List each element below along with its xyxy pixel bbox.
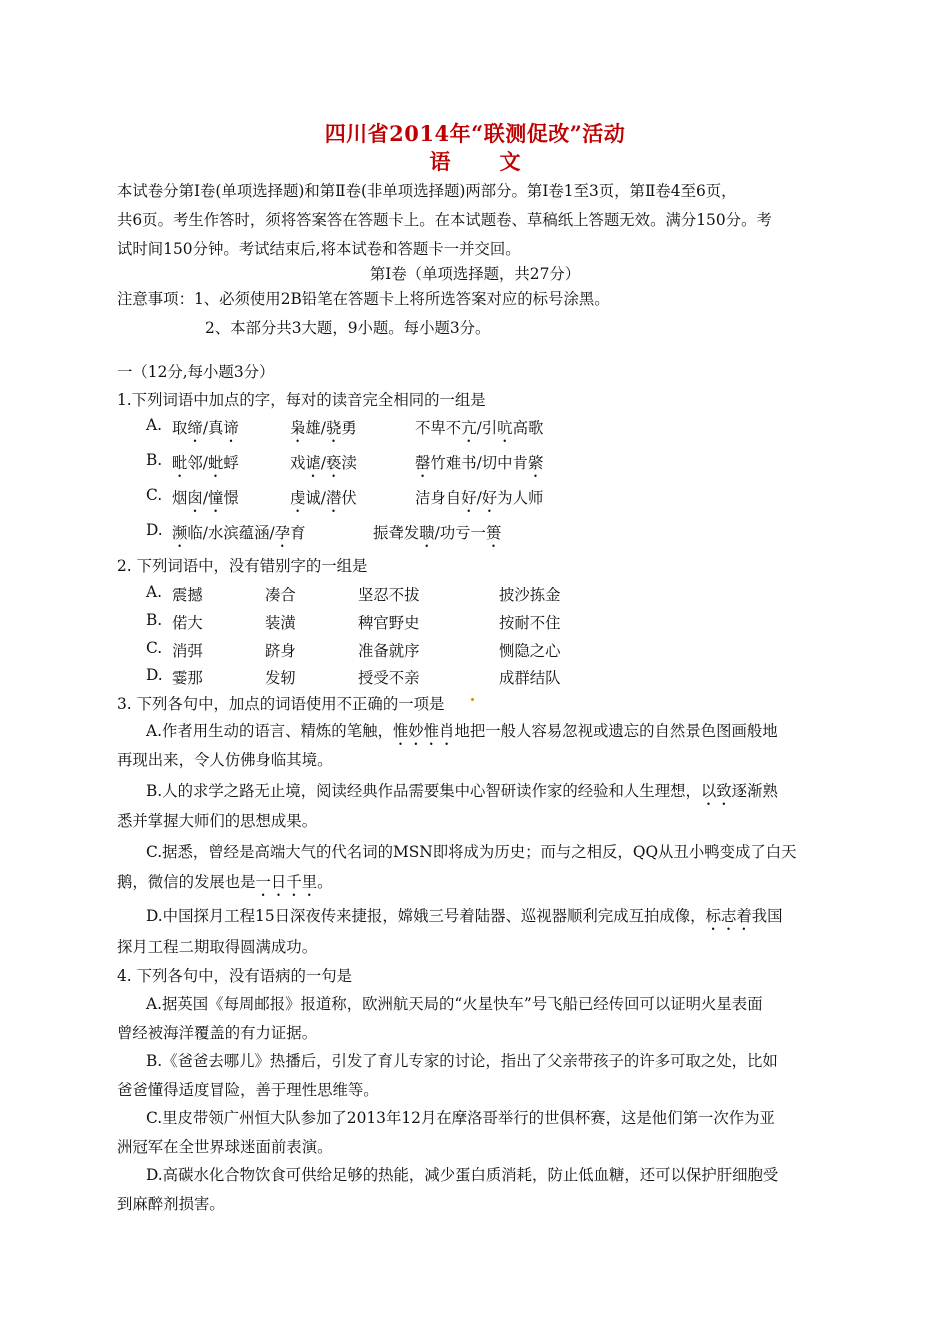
dotted-char: 缔 (187, 419, 203, 437)
dotted-phrase: 一日千里 (255, 873, 318, 891)
text: /真 (202, 419, 224, 437)
text: D.中国探月工程15日深夜传来捷报，嫦娥三号着陆器、巡视器顺利完成互拍成像， (146, 907, 706, 925)
text: 地把一般人容易忽视或遗忘的自然景色图画般地 (454, 722, 778, 740)
text: 竹难书/切中肯 (430, 454, 528, 472)
text: 鹅，微信的发展也是 (117, 873, 256, 891)
dotted-char: 好 (481, 489, 498, 507)
dotted-char: 虔 (290, 489, 306, 507)
q1-option-c-pair1 (172, 486, 239, 516)
q4-option-c-line1: C.里皮带领广州恒大队参加了2013年12月在摩洛哥举行的世俱杯赛，这是他们第一次作为亚 (146, 1109, 775, 1127)
q4-stem: 4. 下列各句中，没有语病的一句是 (117, 967, 353, 985)
text: 取 (172, 419, 188, 437)
q3-option-c-line1: C.据悉，曾经是高端大气的代名词的MSN即将成为历史；而与之相反，QQ从丑小鸭变成了白天 (146, 843, 797, 861)
q2-word: 发轫 (265, 669, 296, 687)
text: 逐渐熟 (731, 782, 778, 800)
dotted-char: 憧 (208, 489, 224, 507)
q4-option-a-line1: A.据英国《每周邮报》报道称，欧洲航天局的“火星快车”号飞船已经传回可以证明火星表面 (146, 995, 763, 1013)
dotted-phrase: 以致 (700, 782, 732, 800)
text: 烟 (172, 489, 188, 507)
q1-option-a-pair2 (290, 416, 357, 446)
text: 洁身自 (415, 489, 462, 507)
dotted-char: 吭 (497, 419, 513, 437)
q1-option-d-pair1 (172, 521, 306, 551)
q2-word: 霎那 (172, 669, 203, 687)
intro-line-1: 本试卷分第Ⅰ卷(单项选择题)和第Ⅱ卷(非单项选择题)两部分。第Ⅰ卷1至3页，第Ⅱ卷4至6页， (117, 182, 737, 200)
q4-option-b-line1: B.《爸爸去哪儿》热播后，引发了育儿专家的讨论，指出了父亲带孩子的许多可取之处，比如 (146, 1052, 778, 1070)
q2-word: 凑合 (265, 586, 296, 604)
text: 蜉 (223, 454, 239, 472)
q2-option-label: C. (146, 639, 163, 657)
text: B.人的求学之路无止境，阅读经典作品需要集中心智研读作家的经验和人生理想， (146, 782, 701, 800)
dotted-phrase: 标志着 (705, 907, 752, 925)
q2-word: 授受不亲 (358, 669, 420, 687)
notes-line-1: 注意事项：1、必须使用2B铅笔在答题卡上将所选答案对应的标号涂黑。 (117, 290, 610, 308)
q2-word: 成群结队 (499, 669, 561, 687)
text: 高歌 (512, 419, 544, 437)
q2-option-label: A. (146, 583, 163, 601)
q4-option-d-line2: 到麻醉剂损害。 (117, 1195, 225, 1213)
text: / (202, 489, 208, 507)
stray-dot-mark (471, 698, 474, 701)
subject-title: 语 文 (429, 149, 535, 174)
q1-option-b-pair3 (415, 451, 543, 481)
q1-option-a-pair1 (172, 416, 239, 446)
q3-option-c-line2 (117, 872, 333, 900)
text: 。 (317, 873, 333, 891)
q4-option-b-line2: 爸爸懂得适度冒险，善于理性思维等。 (117, 1081, 379, 1099)
text: /功亏一 (434, 524, 486, 542)
q2-option-label: D. (146, 666, 163, 684)
text: /引 (476, 419, 498, 437)
text: 为人师 (497, 489, 544, 507)
text: 雄/ (305, 419, 326, 437)
q2-word: 稗官野史 (358, 614, 420, 632)
q2-word: 恻隐之心 (499, 642, 561, 660)
q1-option-c-pair3 (415, 486, 543, 516)
intro-line-2: 共6页。考生作答时，须将答案答在答题卡上。在本试题卷、草稿纸上答题无效。满分150分。考 (117, 211, 772, 229)
part-heading: 一（12分,每小题3分） (117, 363, 275, 381)
q2-option-label: B. (146, 611, 163, 629)
dotted-char: 毗 (172, 454, 188, 472)
text: 伏 (341, 489, 357, 507)
q3-option-b-line1 (146, 781, 778, 809)
q1-option-b-pair1 (172, 451, 239, 481)
q3-option-a-line1 (146, 721, 778, 749)
section-heading: 第Ⅰ卷（单项选择题，共27分） (369, 265, 581, 283)
q2-word: 披沙拣金 (499, 586, 561, 604)
q3-option-d-line1 (146, 906, 783, 934)
text: 振聋发 (373, 524, 420, 542)
dotted-char: 潜 (325, 489, 342, 507)
text: 戏 (290, 454, 306, 472)
dotted-char: 亢 (461, 419, 477, 437)
dotted-char: 骁 (325, 419, 342, 437)
dotted-char: 孕 (274, 524, 291, 542)
q2-word: 震撼 (172, 586, 203, 604)
dotted-char: 篑 (485, 524, 502, 542)
q4-option-d-line1: D.高碳水化合物饮食可供给足够的热能，减少蛋白质消耗，防止低血糖，还可以保护肝细胞受 (146, 1166, 779, 1184)
intro-line-3: 试时间150分钟。考试结束后,将本试卷和答题卡一并交回。 (117, 240, 521, 258)
text: 憬 (223, 489, 239, 507)
q1-stem: 1.下列词语中加点的字，每对的读音完全相同的一组是 (117, 391, 486, 409)
text: / (320, 454, 326, 472)
q1-option-d-label: D. (146, 521, 163, 539)
q4-option-c-line2: 洲冠军在全世界球迷面前表演。 (117, 1138, 333, 1156)
q2-word: 装潢 (265, 614, 296, 632)
dotted-char: 谛 (223, 419, 239, 437)
q1-option-b-label: B. (146, 451, 163, 469)
q1-option-a-label: A. (146, 416, 163, 434)
dotted-char: 蚍 (207, 454, 224, 472)
q2-word: 消弭 (172, 642, 203, 660)
dotted-char: 聩 (419, 524, 435, 542)
text: 渎 (341, 454, 357, 472)
dotted-char: 好 (461, 489, 477, 507)
dotted-char: 罄 (415, 454, 431, 472)
dotted-char: 亵 (326, 454, 342, 472)
dotted-char: 枭 (290, 419, 306, 437)
dotted-char: 谑 (305, 454, 321, 472)
q2-word: 跻身 (265, 642, 296, 660)
text: 不卑不 (415, 419, 462, 437)
q1-option-a-pair3 (415, 416, 543, 446)
dotted-char: 囱 (187, 489, 203, 507)
q1-option-d-pair2 (373, 521, 501, 551)
q2-word: 偌大 (172, 614, 203, 632)
q4-option-a-line2: 曾经被海洋覆盖的有力证据。 (117, 1024, 318, 1042)
text: 诚/ (305, 489, 326, 507)
q3-option-a-line2: 再现出来，令人仿佛身临其境。 (117, 751, 333, 769)
notes-line-2: 2、本部分共3大题，9小题。每小题3分。 (205, 319, 491, 337)
text: 临/水滨蕴涵/ (187, 524, 275, 542)
text: 育 (290, 524, 306, 542)
q2-word: 准备就序 (358, 642, 420, 660)
q2-stem: 2. 下列词语中，没有错别字的一组是 (117, 557, 368, 575)
dotted-phrase: 惟妙惟肖 (392, 722, 455, 740)
q1-option-c-pair2 (290, 486, 357, 516)
text: A.作者用生动的语言、精炼的笔触， (146, 722, 393, 740)
text: 勇 (341, 419, 357, 437)
q1-option-b-pair2 (290, 451, 357, 481)
q3-stem: 3. 下列各句中，加点的词语使用不正确的一项是 (117, 695, 445, 713)
text: 我国 (751, 907, 783, 925)
dotted-char: 綮 (527, 454, 544, 472)
q3-option-d-line2: 探月工程二期取得圆满成功。 (117, 938, 318, 956)
dotted-char: 濒 (172, 524, 188, 542)
q2-word: 坚忍不拔 (358, 586, 420, 604)
text: 邻/ (187, 454, 208, 472)
q3-option-b-line2: 悉并掌握大师们的思想成果。 (117, 812, 318, 830)
exam-title: 四川省2014年“联测促改”活动 (324, 121, 626, 146)
q2-word: 按耐不住 (499, 614, 561, 632)
text: / (476, 489, 482, 507)
q1-option-c-label: C. (146, 486, 163, 504)
